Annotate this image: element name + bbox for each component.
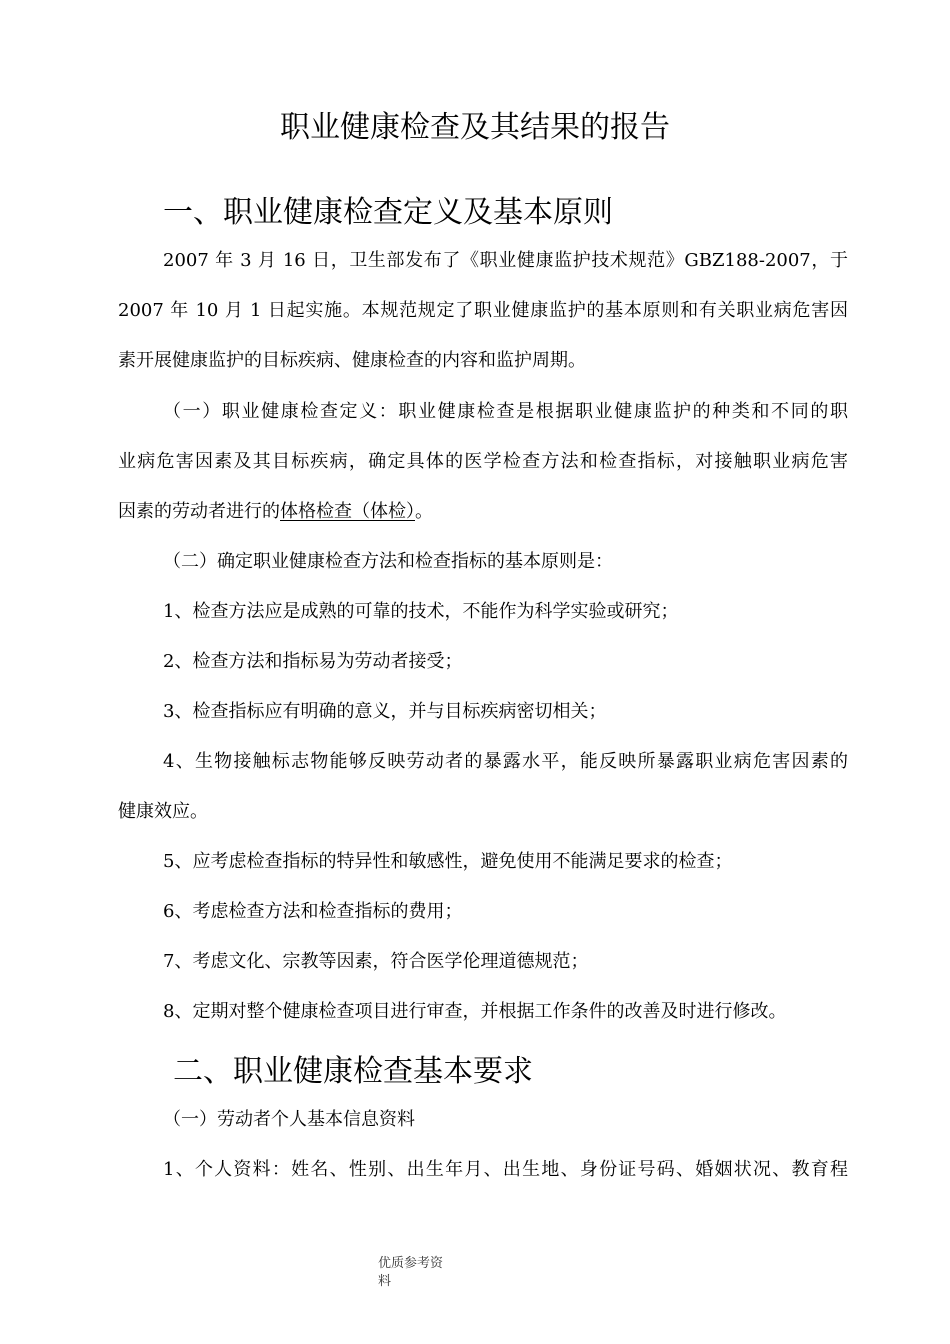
principles-heading: （二）确定职业健康检查方法和检查指标的基本原则是： bbox=[163, 551, 613, 572]
page-title: 职业健康检查及其结果的报告 bbox=[280, 110, 670, 145]
footer-line-2: 料 bbox=[378, 1274, 392, 1289]
principle-item-4: 4、生物接触标志物能够反映劳动者的暴露水平，能反映所暴露职业病危害因素的 bbox=[163, 751, 848, 772]
page-footer bbox=[378, 1255, 458, 1291]
principle-item-7: 7、考虑文化、宗教等因素，符合医学伦理道德规范； bbox=[163, 951, 589, 972]
definition-line-3-prefix: 因素的劳动者进行的 bbox=[118, 501, 280, 522]
principle-item-4-continued: 健康效应。 bbox=[118, 801, 208, 822]
definition-line-1: （一）职业健康检查定义：职业健康检查是根据职业健康监护的种类和不同的职 bbox=[163, 401, 848, 422]
principle-item-8: 8、定期对整个健康检查项目进行审查，并根据工作条件的改善及时进行修改。 bbox=[163, 1001, 787, 1022]
intro-line-3: 素开展健康监护的目标疾病、健康检查的内容和监护周期。 bbox=[118, 350, 586, 371]
section-2-heading: 二、职业健康检查基本要求 bbox=[173, 1054, 533, 1089]
principle-item-3: 3、检查指标应有明确的意义，并与目标疾病密切相关； bbox=[163, 701, 607, 722]
principle-item-5: 5、应考虑检查指标的特异性和敏感性，避免使用不能满足要求的检查； bbox=[163, 851, 733, 872]
personal-info-item-1: 1、个人资料：姓名、性别、出生年月、出生地、身份证号码、婚姻状况、教育程 bbox=[163, 1159, 848, 1180]
definition-line-3-suffix: 。 bbox=[415, 501, 433, 522]
physical-exam-term: 体格检查（体检） bbox=[280, 501, 415, 522]
intro-line-1: 2007 年 3 月 16 日，卫生部发布了《职业健康监护技术规范》GBZ188-2007，于 bbox=[163, 250, 848, 271]
definition-line-2: 业病危害因素及其目标疾病，确定具体的医学检查方法和检查指标，对接触职业病危害 bbox=[118, 451, 848, 472]
intro-line-2: 2007 年 10 月 1 日起实施。本规范规定了职业健康监护的基本原则和有关职业病危害因 bbox=[118, 300, 848, 321]
principle-item-2: 2、检查方法和指标易为劳动者接受； bbox=[163, 651, 463, 672]
principle-item-6: 6、考虑检查方法和检查指标的费用； bbox=[163, 901, 463, 922]
section-1-heading: 一、职业健康检查定义及基本原则 bbox=[163, 195, 613, 230]
section-2-subheading: （一）劳动者个人基本信息资料 bbox=[163, 1109, 415, 1130]
principle-item-1: 1、检查方法应是成熟的可靠的技术，不能作为科学实验或研究； bbox=[163, 601, 679, 622]
footer-line-1: 优质参考资 bbox=[378, 1256, 444, 1271]
definition-line-3 bbox=[118, 499, 848, 525]
